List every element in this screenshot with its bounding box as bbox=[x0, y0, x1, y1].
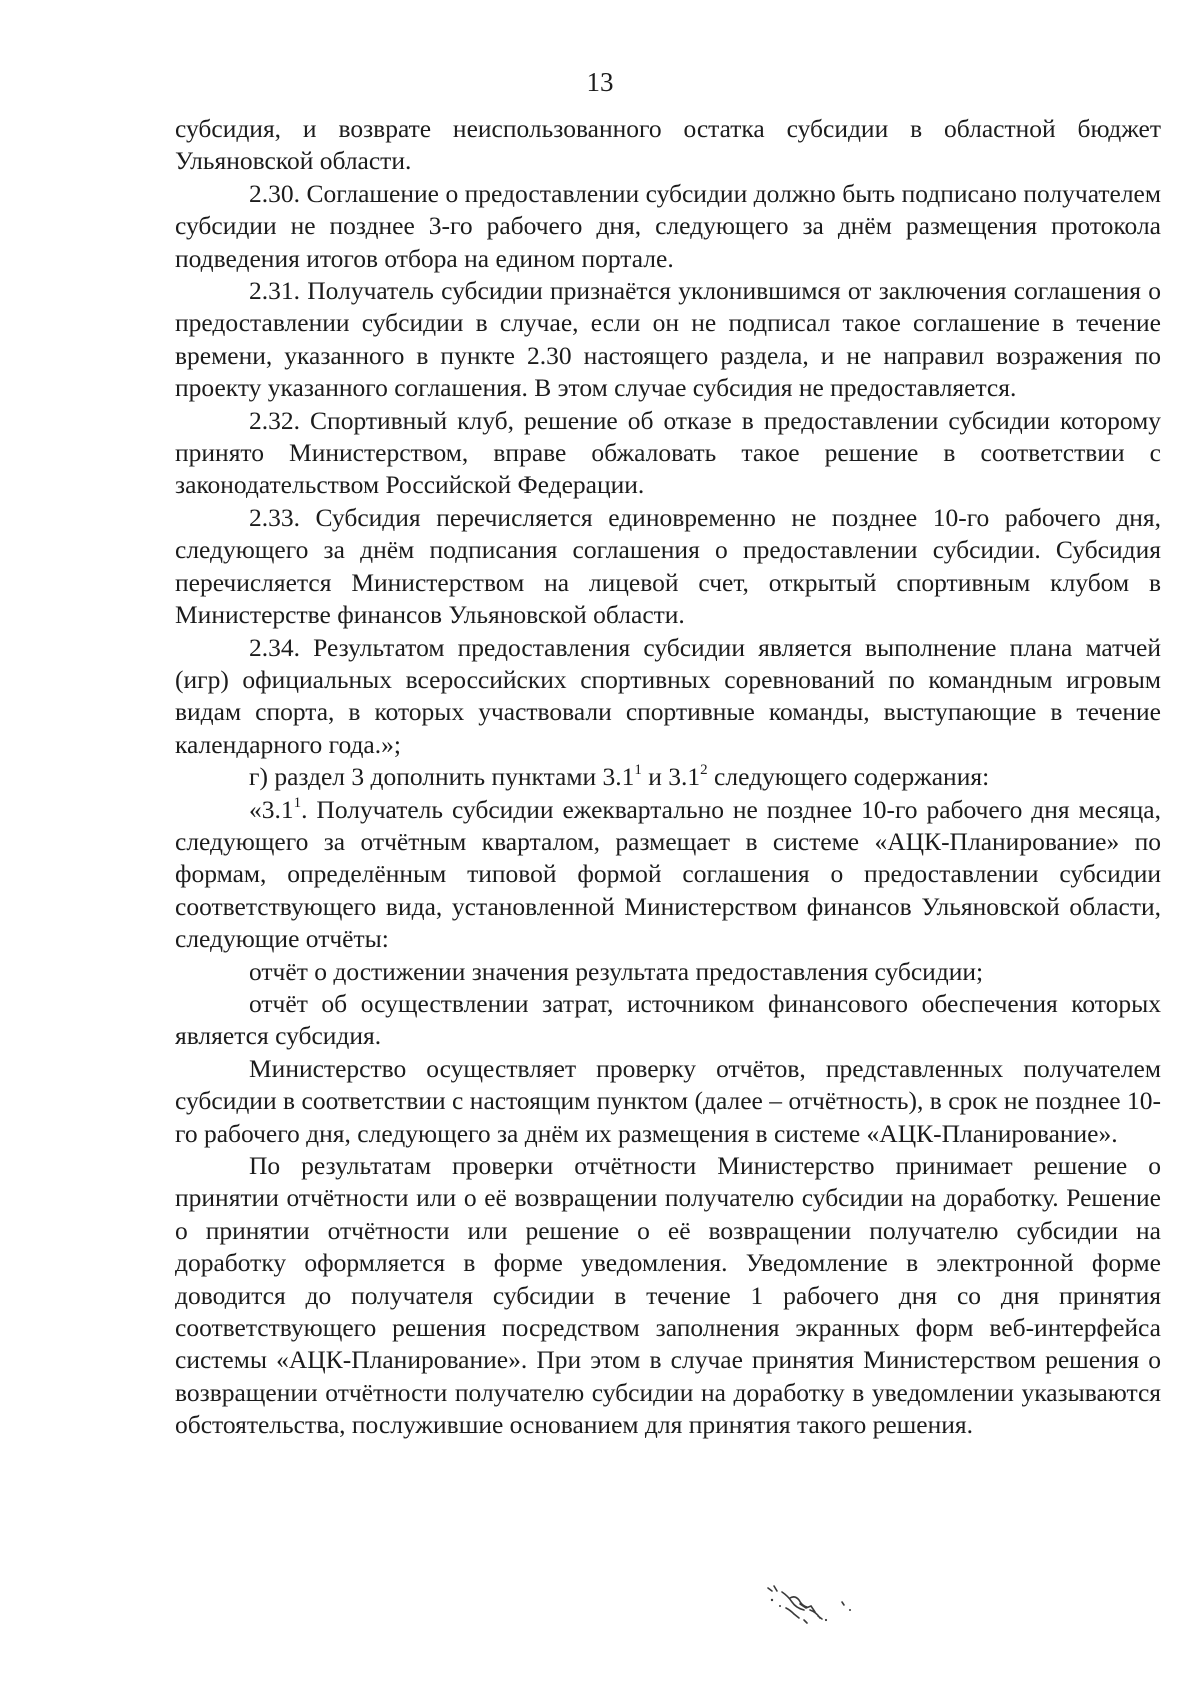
document-body bbox=[175, 113, 1161, 1442]
paragraph: отчёт об осуществлении затрат, источником финансового обеспечения которых является субсидия. bbox=[175, 988, 1161, 1051]
text-run: . Получатель субсидии ежеквартально не позднее 10-го рабочего дня месяца, следующего за отчётным кварталом, размещает в системе «АЦК-Планирование» по формам, определённым типовой формой соглашения о предоставлении субсидии соответствующего вида, установленной Министерством финансов Ульяновской области, следующие отчёты: bbox=[175, 794, 1161, 954]
paragraph: 2.30. Соглашение о предоставлении субсидии должно быть подписано получателем субсидии не позднее 3-го рабочего дня, следующего за днём размещения протокола подведения итогов отбора на едином портале. bbox=[175, 178, 1161, 273]
paragraph: Министерство осуществляет проверку отчётов, представленных получателем субсидии в соответствии с настоящим пунктом (далее – отчётность), в срок не позднее 10-го рабочего дня, следующего за днём их размещения в системе «АЦК-Планирование». bbox=[175, 1053, 1161, 1148]
superscript: 2 bbox=[700, 762, 708, 779]
paragraph: субсидия, и возврате неиспользованного остатка субсидии в областной бюджет Ульяновской области. bbox=[175, 114, 1161, 176]
superscript: 1 bbox=[634, 762, 642, 779]
paragraph: По результатам проверки отчётности Министерство принимает решение о принятии отчётности или о её возвращении получателю субсидии на доработку. Решение о принятии отчётности или решение о её возвращении получателю субсидии на доработку оформляется в форме уведомления. Уведомление в электронной форме доводится до получателя субсидии в течение 1 рабочего дня со дня принятия соответствующего решения посредством заполнения экранных форм веб-интерфейса системы «АЦК-Планирование». При этом в случае принятия Министерством решения о возвращении отчётности получателю субсидии на доработку в уведомлении указываются обстоятельства, послужившие основанием для принятия такого решения. bbox=[175, 1151, 1161, 1440]
text-run: г) раздел 3 дополнить пунктами 3.1 bbox=[249, 762, 635, 792]
superscript: 1 bbox=[293, 794, 302, 811]
text-run: и 3.1 bbox=[641, 762, 701, 792]
page-number: 13 bbox=[586, 67, 614, 97]
paragraph bbox=[175, 761, 1161, 793]
signature-mark bbox=[760, 1580, 870, 1640]
text-run: «3.1 bbox=[249, 794, 294, 824]
paragraph: отчёт о достижении значения результата предоставления субсидии; bbox=[249, 956, 984, 986]
paragraph: 2.32. Спортивный клуб, решение об отказе в предоставлении субсидии которому принято Министерством, вправе обжаловать такое решение в соответствии с законодательством Российской Федерации. bbox=[175, 405, 1161, 500]
text-run: следующего содержания: bbox=[707, 762, 990, 792]
paragraph: 2.31. Получатель субсидии признаётся уклонившимся от заключения соглашения о предоставлении субсидии в случае, если он не подписал такое соглашение в течение времени, указанного в пункте 2.30 настоящего раздела, и не направил возражения по проекту указанного соглашения. В этом случае субсидия не предоставляется. bbox=[175, 276, 1161, 403]
paragraph: 2.34. Результатом предоставления субсидии является выполнение плана матчей (игр) официальных всероссийских спортивных соревнований по командным игровым видам спорта, в которых участвовали спортивные команды, выступающие в течение календарного года.»; bbox=[175, 632, 1161, 759]
paragraph bbox=[175, 794, 1161, 956]
paragraph: 2.33. Субсидия перечисляется единовременно не позднее 10-го рабочего дня, следующего за днём подписания соглашения о предоставлении субсидии. Субсидия перечисляется Министерством на лицевой счет, открытый спортивным клубом в Министерстве финансов Ульяновской области. bbox=[175, 502, 1161, 630]
